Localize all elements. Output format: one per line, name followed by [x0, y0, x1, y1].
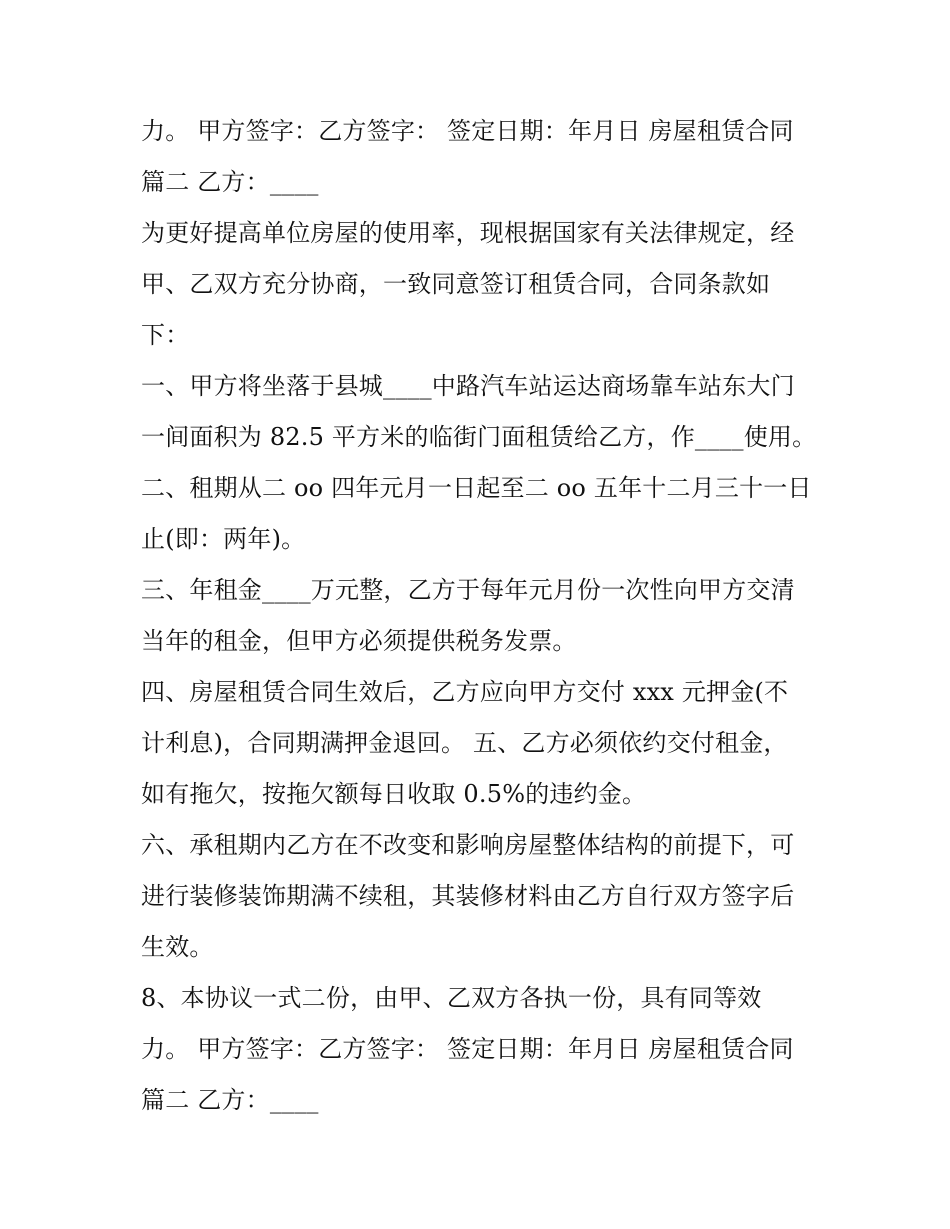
text-line: 计利息)，合同期满押金退回。 五、乙方必须依约交付租金，: [141, 729, 788, 757]
text-line: 力。 甲方签字：乙方签字： 签定日期：年月日 房屋租赁合同: [141, 1035, 794, 1063]
text-line: 篇二 乙方：____: [141, 1086, 319, 1114]
text-line: 六、承租期内乙方在不改变和影响房屋整体结构的前提下，可: [141, 831, 795, 859]
text-line: 三、年租金____万元整，乙方于每年元月份一次性向甲方交清: [141, 576, 795, 604]
text-line: 篇二 乙方：____: [141, 168, 319, 196]
text-line: 止(即：两年)。: [141, 525, 306, 553]
text-line: 下：: [141, 321, 190, 349]
text-line: 甲、乙双方充分协商，一致同意签订租赁合同，合同条款如: [141, 270, 771, 298]
text-line: 当年的租金，但甲方必须提供税务发票。: [141, 627, 577, 655]
text-line: 二、租期从二 oo 四年元月一日起至二 oo 五年十二月三十一日: [141, 474, 812, 502]
text-line: 生效。: [141, 933, 214, 961]
text-line: 四、房屋租赁合同生效后，乙方应向甲方交付 xxx 元押金(不: [141, 678, 789, 706]
text-line: 力。 甲方签字：乙方签字： 签定日期：年月日 房屋租赁合同: [141, 117, 794, 145]
contract-text: [141, 106, 821, 1126]
text-line: 进行装修装饰期满不续租，其装修材料由乙方自行双方签字后: [141, 882, 795, 910]
text-line: 8、本协议一式二份，由甲、乙双方各执一份，具有同等效: [141, 984, 762, 1012]
text-line: 如有拖欠，按拖欠额每日收取 0.5%的违约金。: [141, 780, 647, 808]
text-line: 一间面积为 82.5 平方米的临街门面租赁给乙方，作____使用。: [141, 423, 817, 451]
text-line: 为更好提高单位房屋的使用率，现根据国家有关法律规定，经: [141, 219, 795, 247]
text-line: 一、甲方将坐落于县城____中路汽车站运达商场靠车站东大门: [141, 372, 795, 400]
